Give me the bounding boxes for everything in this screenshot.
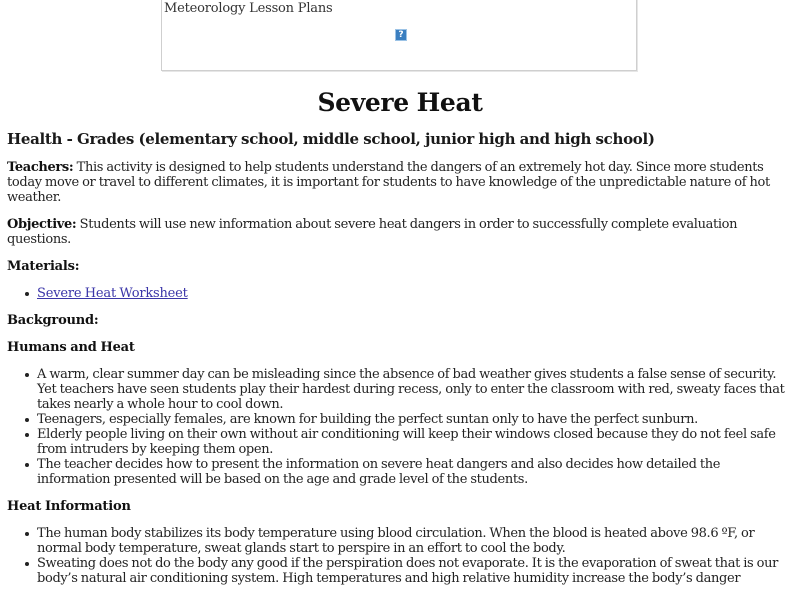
teachers-text: This activity is designed to help students understand the dangers of an extremely hot day. Since more students today move or travel to different climates, it is important for students to have knowledge of the unpredictable nature of hot weather. bbox=[7, 160, 770, 205]
teachers-paragraph bbox=[7, 160, 793, 205]
heat-information-heading: Heat Information bbox=[7, 499, 131, 514]
materials-list bbox=[7, 286, 793, 301]
list-item bbox=[37, 286, 793, 301]
list-item: Sweating does not do the body any good if the perspiration does not evaporate. It is the evaporation of sweat that is our body’s natural air conditioning system. High temperatures and high relative humidity increase the body’s danger bbox=[37, 556, 793, 586]
materials-heading: Materials: bbox=[7, 259, 80, 274]
list-item: Teenagers, especially females, are known for building the perfect suntan only to have the perfect sunburn. bbox=[37, 412, 793, 427]
broken-image-icon: ? bbox=[395, 29, 407, 41]
list-item: A warm, clear summer day can be misleading since the absence of bad weather gives students a false sense of security. Yet teachers have seen students play their hardest during recess, only to enter the classroom with red, sweaty faces that takes nearly a whole hour to cool down. bbox=[37, 367, 793, 412]
header-banner bbox=[161, 0, 637, 71]
objective-text: Students will use new information about severe heat dangers in order to successfully complete evaluation questions. bbox=[7, 217, 738, 247]
objective-label: Objective: bbox=[7, 217, 77, 232]
heat-information-list bbox=[7, 526, 793, 586]
lesson-content bbox=[7, 86, 793, 586]
background-heading: Background: bbox=[7, 313, 99, 328]
objective-paragraph bbox=[7, 217, 793, 247]
humans-and-heat-heading: Humans and Heat bbox=[7, 340, 135, 355]
teachers-label: Teachers: bbox=[7, 160, 74, 175]
list-item: Elderly people living on their own without air conditioning will keep their windows closed because they do not feel safe from intruders by keeping them open. bbox=[37, 427, 793, 457]
worksheet-link[interactable]: Severe Heat Worksheet bbox=[37, 286, 188, 301]
list-item: The human body stabilizes its body temperature using blood circulation. When the blood is heated above 98.6 ºF, or normal body temperature, sweat glands start to perspire in an effort to cool the body. bbox=[37, 526, 793, 556]
banner-title: Meteorology Lesson Plans bbox=[164, 1, 333, 16]
page-subtitle: Health - Grades (elementary school, middle school, junior high and high school) bbox=[7, 130, 655, 148]
list-item: The teacher decides how to present the information on severe heat dangers and also decides how detailed the information presented will be based on the age and grade level of the students. bbox=[37, 457, 793, 487]
humans-and-heat-list bbox=[7, 367, 793, 487]
page-title: Severe Heat bbox=[317, 88, 483, 117]
